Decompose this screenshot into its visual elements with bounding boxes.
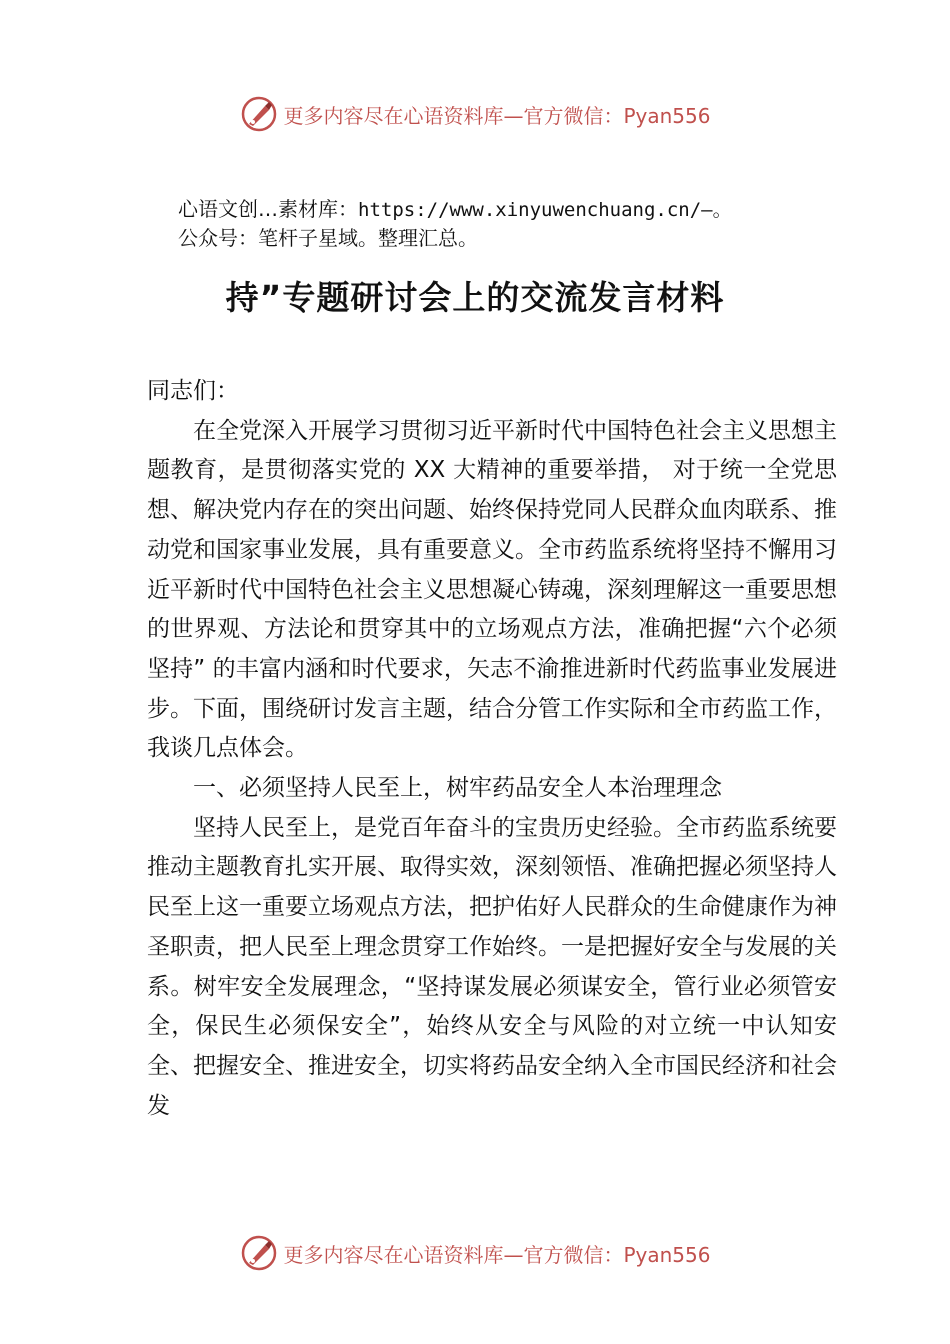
- salutation: 同志们：: [147, 378, 239, 404]
- source-note-line1: [178, 195, 878, 224]
- watermark-banner-bottom: [0, 1231, 950, 1275]
- document-title: 持”专题研讨会上的交流发言材料: [225, 278, 725, 317]
- pen-nib-icon: [239, 94, 279, 134]
- source-url: https://www.xinyuwenchuang.cn/—。: [358, 199, 732, 221]
- source-note-prefix: 心语文创…素材库：: [178, 197, 358, 221]
- section-paragraph: 坚持人民至上，是党百年奋斗的宝贵历史经验。全市药监系统要推动主题教育扎实开展、取得实效，深刻领悟、准确把握必须坚持人民至上这一重要立场观点方法，把护佑好人民群众的生命健康作为神圣职责，把人民至上理念贯穿工作始终。一是把握好安全与发展的关系。树牢安全发展理念，“坚持谋发展必须谋安全，管行业必须管安全，保民生必须保安全”，始终从安全与风险的对立统一中认知安全、把握安全、推进安全，切实将药品安全纳入全市国民经济和社会发: [147, 814, 837, 1119]
- section-heading: 一、必须坚持人民至上，树牢药品安全人本治理理念: [193, 775, 722, 802]
- source-note-line2: 公众号：笔杆子星域。整理汇总。: [178, 226, 478, 250]
- document-body: [147, 372, 837, 1126]
- watermark-banner-top: [0, 92, 950, 136]
- watermark-text: 更多内容尽在心语资料库—官方微信：Pyan556: [283, 1242, 711, 1267]
- watermark-text: 更多内容尽在心语资料库—官方微信：Pyan556: [283, 103, 711, 128]
- pen-nib-icon: [239, 1233, 279, 1273]
- source-note: [178, 195, 878, 252]
- body-paragraph: 在全党深入开展学习贯彻习近平新时代中国特色社会主义思想主题教育，是贯彻落实党的 XX 大精神的重要举措， 对于统一全党思想、解决党内存在的突出问题、始终保持党同人民群众血肉联系、推动党和国家事业发展，具有重要意义。全市药监系统将坚持不懈用习近平新时代中国特色社会主义思想凝心铸魂，深刻理解这一重要思想的世界观、方法论和贯穿其中的立场观点方法，准确把握“六个必须坚持” 的丰富内涵和时代要求，矢志不渝推进新时代药监事业发展进步。下面，围绕研讨发言主题，结合分管工作实际和全市药监工作，我谈几点体会。: [147, 417, 837, 762]
